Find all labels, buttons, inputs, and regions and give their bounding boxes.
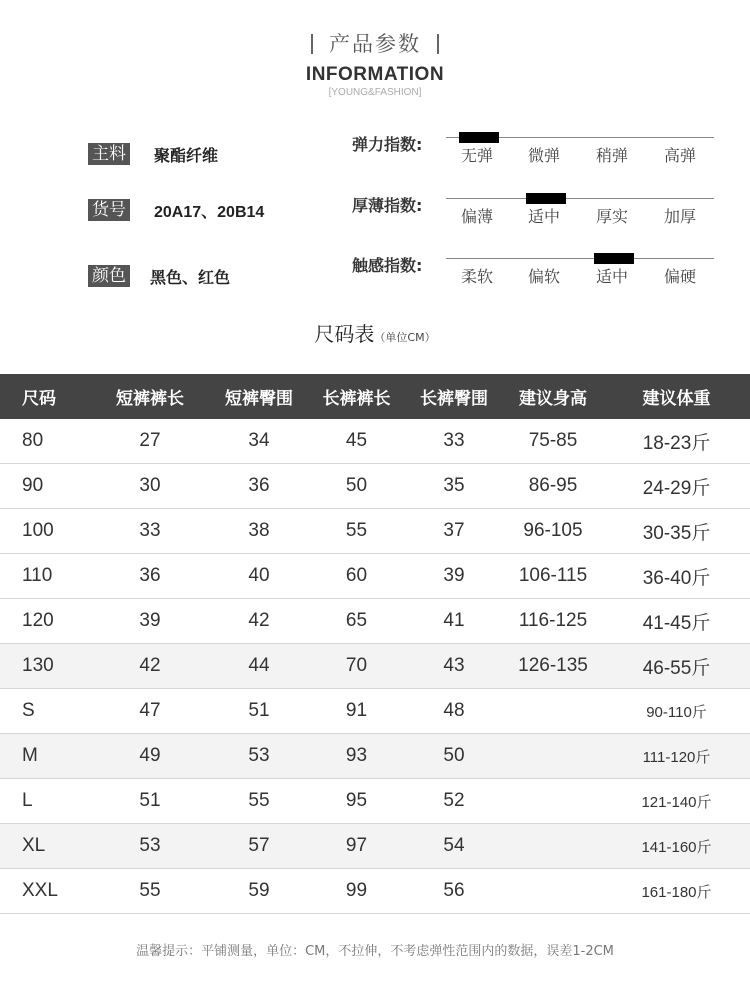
index-scale-line: [446, 258, 714, 259]
table-cell: 120: [0, 599, 90, 644]
table-cell: 35: [405, 464, 503, 509]
header-pants-length: 长裤裤长: [308, 374, 405, 419]
table-cell: 33: [405, 419, 503, 464]
index-scale-line: [446, 198, 714, 199]
table-cell: 53: [90, 824, 210, 869]
table-cell: 86-95: [503, 464, 603, 509]
table-cell: 95: [308, 779, 405, 824]
table-cell: 90-110斤: [603, 689, 750, 734]
table-row: [0, 509, 750, 554]
attr-material: [88, 143, 218, 165]
attr-tag: 货号: [88, 199, 130, 221]
table-cell: 50: [405, 734, 503, 779]
table-cell: 42: [210, 599, 308, 644]
table-cell: 106-115: [503, 554, 603, 599]
table-cell: 34: [210, 419, 308, 464]
divider-bar: [437, 34, 439, 54]
table-row: [0, 689, 750, 734]
index-option: 稍弹: [596, 146, 629, 165]
english-title: INFORMATION: [305, 64, 445, 85]
attr-value: 黑色、红色: [150, 269, 231, 287]
table-cell: 90: [0, 464, 90, 509]
table-cell: 30: [90, 464, 210, 509]
table-cell: 51: [210, 689, 308, 734]
table-cell: 91: [308, 689, 405, 734]
table-cell: 24-29斤: [603, 464, 750, 509]
info-header: [0, 28, 750, 98]
table-cell: 46-55斤: [603, 644, 750, 689]
english-subtitle: [YOUNG&FASHION]: [328, 87, 422, 98]
table-cell: [503, 734, 603, 779]
table-cell: 110: [0, 554, 90, 599]
table-cell: XXL: [0, 869, 90, 914]
table-cell: 161-180斤: [603, 869, 750, 914]
table-cell: 50: [308, 464, 405, 509]
table-cell: M: [0, 734, 90, 779]
table-cell: 36-40斤: [603, 554, 750, 599]
table-cell: 59: [210, 869, 308, 914]
table-cell: 36: [210, 464, 308, 509]
table-cell: 43: [405, 644, 503, 689]
table-cell: 57: [210, 824, 308, 869]
index-label: 厚薄指数:: [352, 196, 423, 215]
index-marker: [594, 253, 634, 264]
table-row: [0, 644, 750, 689]
table-row: [0, 734, 750, 779]
table-cell: [503, 689, 603, 734]
table-cell: 40: [210, 554, 308, 599]
table-cell: 54: [405, 824, 503, 869]
table-cell: 37: [405, 509, 503, 554]
table-cell: 126-135: [503, 644, 603, 689]
attr-color: [88, 265, 230, 287]
elasticity-index: [352, 132, 732, 182]
index-option: 加厚: [664, 207, 697, 226]
table-cell: 75-85: [503, 419, 603, 464]
index-option: 无弹: [461, 146, 494, 165]
index-option: 厚实: [596, 207, 629, 226]
header-weight: 建议体重: [603, 374, 750, 419]
index-label: 触感指数:: [352, 256, 423, 275]
table-cell: 116-125: [503, 599, 603, 644]
table-cell: 55: [210, 779, 308, 824]
table-cell: [503, 824, 603, 869]
title-text: 产品参数: [329, 32, 421, 56]
table-cell: 51: [90, 779, 210, 824]
size-chart-title-text: 尺码表: [314, 322, 375, 346]
table-cell: 80: [0, 419, 90, 464]
thickness-index: [352, 193, 732, 243]
index-option: 偏软: [528, 267, 561, 286]
table-row: [0, 554, 750, 599]
table-cell: 39: [405, 554, 503, 599]
table-row: [0, 869, 750, 914]
table-cell: 36: [90, 554, 210, 599]
table-cell: 99: [308, 869, 405, 914]
attr-value: 聚酯纤维: [154, 147, 219, 165]
size-chart-unit: （单位CM）: [374, 331, 436, 344]
index-label: 弹力指数:: [352, 135, 423, 154]
table-cell: 111-120斤: [603, 734, 750, 779]
divider-bar: [311, 34, 313, 54]
table-cell: 18-23斤: [603, 419, 750, 464]
table-cell: 44: [210, 644, 308, 689]
attr-tag: 颜色: [88, 265, 130, 287]
size-table: [0, 374, 750, 914]
index-option: 适中: [528, 207, 561, 226]
table-cell: [503, 869, 603, 914]
table-cell: 100: [0, 509, 90, 554]
attr-tag: 主料: [88, 143, 130, 165]
table-cell: 45: [308, 419, 405, 464]
table-cell: 55: [90, 869, 210, 914]
index-option: 适中: [596, 267, 629, 286]
table-cell: 49: [90, 734, 210, 779]
index-marker: [459, 132, 499, 143]
table-cell: 97: [308, 824, 405, 869]
table-cell: 33: [90, 509, 210, 554]
table-cell: 56: [405, 869, 503, 914]
header-shorts-hip: 短裤臀围: [210, 374, 308, 419]
table-cell: 93: [308, 734, 405, 779]
touch-index: [352, 253, 732, 303]
table-row: [0, 779, 750, 824]
table-cell: 41-45斤: [603, 599, 750, 644]
attr-item-number: [88, 199, 264, 221]
index-option: 偏薄: [461, 207, 494, 226]
table-cell: 70: [308, 644, 405, 689]
index-option: 柔软: [461, 267, 494, 286]
table-row: [0, 599, 750, 644]
table-cell: 42: [90, 644, 210, 689]
table-cell: 130: [0, 644, 90, 689]
table-cell: XL: [0, 824, 90, 869]
table-cell: 53: [210, 734, 308, 779]
header-pants-hip: 长裤臀围: [405, 374, 503, 419]
table-cell: 39: [90, 599, 210, 644]
table-row: [0, 464, 750, 509]
index-option: 高弹: [664, 146, 697, 165]
size-chart-title: [0, 318, 750, 347]
table-cell: 96-105: [503, 509, 603, 554]
section-title: [0, 28, 750, 58]
header-shorts-length: 短裤裤长: [90, 374, 210, 419]
header-size: 尺码: [0, 374, 90, 419]
table-header-row: [0, 374, 750, 419]
table-cell: 65: [308, 599, 405, 644]
header-height: 建议身高: [503, 374, 603, 419]
table-cell: [503, 779, 603, 824]
table-cell: 38: [210, 509, 308, 554]
index-option: 偏硬: [664, 267, 697, 286]
attr-value: 20A17、20B14: [154, 203, 265, 221]
table-cell: 47: [90, 689, 210, 734]
table-cell: 41: [405, 599, 503, 644]
table-cell: 121-140斤: [603, 779, 750, 824]
table-row: [0, 824, 750, 869]
table-cell: 48: [405, 689, 503, 734]
table-row: [0, 419, 750, 464]
table-cell: 30-35斤: [603, 509, 750, 554]
table-cell: 60: [308, 554, 405, 599]
measurement-note: 温馨提示：平铺测量，单位：CM，不拉伸，不考虑弹性范围内的数据，误差1-2CM: [136, 944, 614, 959]
table-cell: 55: [308, 509, 405, 554]
table-cell: L: [0, 779, 90, 824]
index-option: 微弹: [528, 146, 561, 165]
table-cell: 141-160斤: [603, 824, 750, 869]
index-marker: [526, 193, 566, 204]
table-cell: 52: [405, 779, 503, 824]
table-cell: S: [0, 689, 90, 734]
table-cell: 27: [90, 419, 210, 464]
